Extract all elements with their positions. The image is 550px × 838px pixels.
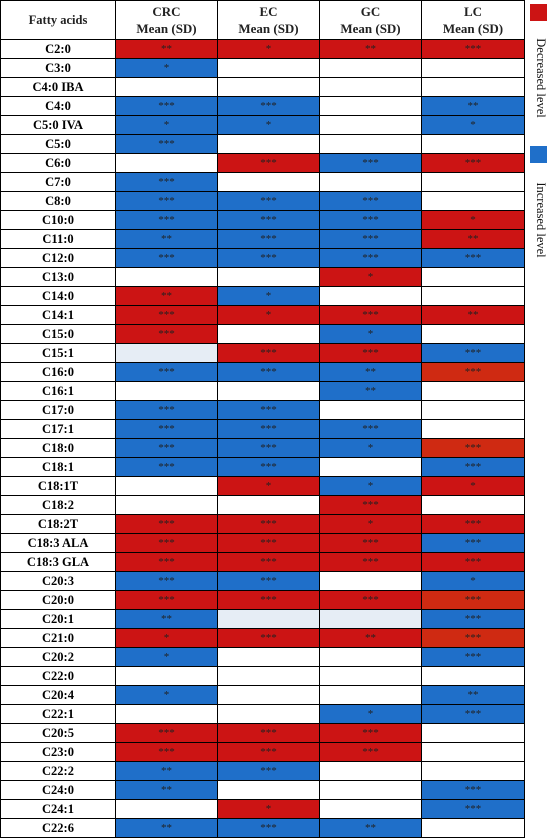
cell-lc: *** xyxy=(422,344,525,363)
column-name: LC xyxy=(463,4,483,19)
cell-lc: *** xyxy=(422,154,525,173)
cell-crc: *** xyxy=(116,325,218,344)
table-row xyxy=(1,515,525,534)
cell-gc: *** xyxy=(320,230,422,249)
table-row xyxy=(1,553,525,572)
table-row xyxy=(1,78,525,97)
cell-ec: *** xyxy=(218,97,320,116)
cell-lc xyxy=(422,135,525,154)
cell-crc xyxy=(116,382,218,401)
cell-crc xyxy=(116,705,218,724)
cell-lc xyxy=(422,496,525,515)
cell-lc xyxy=(422,819,525,838)
cell-ec xyxy=(218,648,320,667)
cell-gc: *** xyxy=(320,743,422,762)
fatty-acids-header: Fatty acids xyxy=(1,1,116,40)
table-row xyxy=(1,572,525,591)
cell-gc xyxy=(320,686,422,705)
cell-lc: *** xyxy=(422,458,525,477)
cell-crc: ** xyxy=(116,762,218,781)
cell-gc: * xyxy=(320,325,422,344)
fatty-acid-label: C5:0 IVA xyxy=(1,116,116,135)
cell-gc: * xyxy=(320,705,422,724)
cell-gc xyxy=(320,401,422,420)
fatty-acid-label: C15:0 xyxy=(1,325,116,344)
cell-crc: *** xyxy=(116,515,218,534)
cell-crc xyxy=(116,344,218,363)
cell-gc xyxy=(320,135,422,154)
cell-gc: * xyxy=(320,439,422,458)
table-row xyxy=(1,154,525,173)
cell-ec xyxy=(218,781,320,800)
table-row xyxy=(1,591,525,610)
cell-ec xyxy=(218,59,320,78)
cell-ec xyxy=(218,325,320,344)
cell-lc: ** xyxy=(422,230,525,249)
cell-lc xyxy=(422,173,525,192)
cell-gc: ** xyxy=(320,382,422,401)
fatty-acid-label: C18:3 ALA xyxy=(1,534,116,553)
cell-crc: ** xyxy=(116,287,218,306)
table-row xyxy=(1,173,525,192)
cell-gc xyxy=(320,116,422,135)
table-row xyxy=(1,382,525,401)
fatty-acid-label: C16:0 xyxy=(1,363,116,382)
cell-gc xyxy=(320,173,422,192)
fatty-acid-label: C18:1T xyxy=(1,477,116,496)
cell-lc xyxy=(422,762,525,781)
cell-crc xyxy=(116,268,218,287)
table-row xyxy=(1,819,525,838)
cell-crc: * xyxy=(116,629,218,648)
fatty-acid-label: C20:5 xyxy=(1,724,116,743)
cell-gc: *** xyxy=(320,344,422,363)
table-row xyxy=(1,686,525,705)
cell-ec xyxy=(218,686,320,705)
cell-ec: *** xyxy=(218,629,320,648)
fatty-acid-label: C4:0 xyxy=(1,97,116,116)
cell-lc: *** xyxy=(422,363,525,382)
cell-ec: *** xyxy=(218,534,320,553)
cell-lc: *** xyxy=(422,515,525,534)
header-row xyxy=(1,1,525,40)
cell-crc: *** xyxy=(116,439,218,458)
fatty-acid-label: C13:0 xyxy=(1,268,116,287)
cell-lc: ** xyxy=(422,97,525,116)
cell-ec xyxy=(218,667,320,686)
table-row xyxy=(1,59,525,78)
cell-crc: *** xyxy=(116,97,218,116)
table-row xyxy=(1,363,525,382)
cell-lc: *** xyxy=(422,439,525,458)
cell-ec: *** xyxy=(218,401,320,420)
table-row xyxy=(1,534,525,553)
cell-lc xyxy=(422,667,525,686)
cell-gc xyxy=(320,648,422,667)
fatty-acid-label: C18:1 xyxy=(1,458,116,477)
cell-ec: *** xyxy=(218,762,320,781)
column-subheader: Mean (SD) xyxy=(136,21,197,36)
cell-crc: * xyxy=(116,116,218,135)
table-row xyxy=(1,496,525,515)
table-row xyxy=(1,648,525,667)
cell-crc: *** xyxy=(116,363,218,382)
table-row xyxy=(1,97,525,116)
fatty-acid-label: C3:0 xyxy=(1,59,116,78)
cell-lc xyxy=(422,59,525,78)
cell-lc: *** xyxy=(422,553,525,572)
cell-ec xyxy=(218,78,320,97)
cell-ec: *** xyxy=(218,192,320,211)
cell-crc: *** xyxy=(116,173,218,192)
table-row xyxy=(1,40,525,59)
cell-lc: * xyxy=(422,477,525,496)
cell-crc: * xyxy=(116,648,218,667)
cell-ec xyxy=(218,496,320,515)
table-row xyxy=(1,458,525,477)
cell-ec: *** xyxy=(218,230,320,249)
cell-ec: *** xyxy=(218,572,320,591)
cell-gc: *** xyxy=(320,724,422,743)
cell-lc xyxy=(422,287,525,306)
cell-gc: *** xyxy=(320,154,422,173)
cell-gc: * xyxy=(320,268,422,287)
fatty-acid-label: C16:1 xyxy=(1,382,116,401)
cell-gc: ** xyxy=(320,363,422,382)
fatty-acid-label: C5:0 xyxy=(1,135,116,154)
cell-ec: *** xyxy=(218,344,320,363)
cell-ec: *** xyxy=(218,458,320,477)
cell-ec xyxy=(218,382,320,401)
cell-crc xyxy=(116,496,218,515)
cell-ec: *** xyxy=(218,420,320,439)
cell-lc xyxy=(422,401,525,420)
fatty-acid-label: C22:1 xyxy=(1,705,116,724)
cell-gc xyxy=(320,78,422,97)
fatty-acid-label: C12:0 xyxy=(1,249,116,268)
fatty-acid-label: C14:0 xyxy=(1,287,116,306)
fatty-acid-label: C18:3 GLA xyxy=(1,553,116,572)
cell-crc: *** xyxy=(116,534,218,553)
fatty-acid-label: C6:0 xyxy=(1,154,116,173)
cell-ec: * xyxy=(218,40,320,59)
fatty-acid-label: C7:0 xyxy=(1,173,116,192)
fatty-acid-label: C14:1 xyxy=(1,306,116,325)
cell-ec: *** xyxy=(218,439,320,458)
fatty-acid-label: C17:1 xyxy=(1,420,116,439)
cell-gc xyxy=(320,667,422,686)
cell-crc: *** xyxy=(116,249,218,268)
cell-gc: ** xyxy=(320,40,422,59)
cell-gc: *** xyxy=(320,249,422,268)
cell-gc: *** xyxy=(320,534,422,553)
cell-ec: *** xyxy=(218,211,320,230)
cell-ec: * xyxy=(218,477,320,496)
cell-lc: *** xyxy=(422,534,525,553)
table-row xyxy=(1,781,525,800)
cell-lc xyxy=(422,325,525,344)
cell-crc xyxy=(116,800,218,819)
cell-crc: * xyxy=(116,686,218,705)
cell-ec: * xyxy=(218,306,320,325)
cell-ec: *** xyxy=(218,591,320,610)
cell-gc xyxy=(320,59,422,78)
cell-lc xyxy=(422,420,525,439)
column-subheader: Mean (SD) xyxy=(238,21,299,36)
table-row xyxy=(1,325,525,344)
cell-ec: *** xyxy=(218,515,320,534)
table-row xyxy=(1,800,525,819)
table-body xyxy=(1,40,525,838)
cell-crc: *** xyxy=(116,458,218,477)
cell-ec xyxy=(218,610,320,629)
cell-lc: ** xyxy=(422,686,525,705)
fatty-acid-label: C10:0 xyxy=(1,211,116,230)
cell-lc: * xyxy=(422,116,525,135)
column-subheader: Mean (SD) xyxy=(340,21,401,36)
cell-crc: *** xyxy=(116,591,218,610)
cell-gc: *** xyxy=(320,553,422,572)
cell-ec: *** xyxy=(218,249,320,268)
column-name: EC xyxy=(259,4,278,19)
cell-gc xyxy=(320,610,422,629)
cell-ec: * xyxy=(218,800,320,819)
column-subheader: Mean (SD) xyxy=(442,21,504,36)
fatty-acid-label: C22:6 xyxy=(1,819,116,838)
cell-crc: *** xyxy=(116,420,218,439)
cell-crc: *** xyxy=(116,724,218,743)
cell-lc: *** xyxy=(422,591,525,610)
table-row xyxy=(1,401,525,420)
cell-ec: *** xyxy=(218,819,320,838)
fatty-acid-label: C21:0 xyxy=(1,629,116,648)
table-row xyxy=(1,762,525,781)
cell-lc xyxy=(422,743,525,762)
table-row xyxy=(1,230,525,249)
fatty-acid-label: C23:0 xyxy=(1,743,116,762)
fatty-acid-label: C24:0 xyxy=(1,781,116,800)
cell-ec: *** xyxy=(218,553,320,572)
cell-gc xyxy=(320,800,422,819)
cell-ec: *** xyxy=(218,154,320,173)
table-row xyxy=(1,268,525,287)
cell-gc xyxy=(320,781,422,800)
cell-gc xyxy=(320,572,422,591)
cell-gc: *** xyxy=(320,192,422,211)
cell-crc: *** xyxy=(116,553,218,572)
cell-lc: * xyxy=(422,572,525,591)
fatty-acid-label: C2:0 xyxy=(1,40,116,59)
cell-lc: *** xyxy=(422,648,525,667)
cell-ec xyxy=(218,705,320,724)
fatty-acid-label: C18:2T xyxy=(1,515,116,534)
fatty-acid-label: C20:3 xyxy=(1,572,116,591)
table-row xyxy=(1,629,525,648)
table-row xyxy=(1,135,525,154)
cell-lc: *** xyxy=(422,610,525,629)
cell-ec xyxy=(218,135,320,154)
table-row xyxy=(1,439,525,458)
legend xyxy=(526,0,550,827)
cell-lc: *** xyxy=(422,629,525,648)
fatty-acid-label: C20:2 xyxy=(1,648,116,667)
cell-crc xyxy=(116,78,218,97)
fatty-acid-label: C15:1 xyxy=(1,344,116,363)
table-row xyxy=(1,211,525,230)
cell-gc: *** xyxy=(320,420,422,439)
cell-crc: *** xyxy=(116,572,218,591)
cell-gc: *** xyxy=(320,591,422,610)
fatty-acid-label: C24:1 xyxy=(1,800,116,819)
column-header-ec xyxy=(218,1,320,40)
cell-lc xyxy=(422,268,525,287)
table-row xyxy=(1,724,525,743)
table-row xyxy=(1,192,525,211)
table-row xyxy=(1,306,525,325)
table-row xyxy=(1,477,525,496)
cell-gc: * xyxy=(320,515,422,534)
cell-crc: *** xyxy=(116,401,218,420)
table-row xyxy=(1,705,525,724)
column-name: GC xyxy=(360,4,381,19)
column-header-gc xyxy=(320,1,422,40)
cell-gc xyxy=(320,762,422,781)
legend-label-decreased: Decreased level xyxy=(534,38,548,118)
cell-gc: ** xyxy=(320,629,422,648)
cell-lc: * xyxy=(422,211,525,230)
cell-crc xyxy=(116,667,218,686)
column-header-crc xyxy=(116,1,218,40)
table-row xyxy=(1,249,525,268)
fatty-acid-label: C11:0 xyxy=(1,230,116,249)
cell-crc: ** xyxy=(116,819,218,838)
cell-crc: ** xyxy=(116,610,218,629)
fatty-acid-label: C20:4 xyxy=(1,686,116,705)
cell-crc: *** xyxy=(116,743,218,762)
cell-lc xyxy=(422,382,525,401)
cell-ec: *** xyxy=(218,724,320,743)
cell-lc: *** xyxy=(422,249,525,268)
table-row xyxy=(1,116,525,135)
cell-ec: *** xyxy=(218,743,320,762)
cell-gc xyxy=(320,458,422,477)
cell-crc: *** xyxy=(116,192,218,211)
cell-gc xyxy=(320,97,422,116)
cell-ec xyxy=(218,173,320,192)
fatty-acid-label: C20:0 xyxy=(1,591,116,610)
table-row xyxy=(1,667,525,686)
cell-lc: *** xyxy=(422,705,525,724)
table-row xyxy=(1,287,525,306)
fatty-acid-label: C4:0 IBA xyxy=(1,78,116,97)
cell-gc: ** xyxy=(320,819,422,838)
cell-lc xyxy=(422,724,525,743)
table-row xyxy=(1,344,525,363)
cell-ec: * xyxy=(218,116,320,135)
fatty-acid-label: C8:0 xyxy=(1,192,116,211)
cell-gc: * xyxy=(320,477,422,496)
cell-gc: *** xyxy=(320,496,422,515)
fatty-acid-label: C17:0 xyxy=(1,401,116,420)
cell-ec: *** xyxy=(218,363,320,382)
table-row xyxy=(1,420,525,439)
cell-crc: * xyxy=(116,59,218,78)
fatty-acid-label: C22:2 xyxy=(1,762,116,781)
fatty-acid-label: C18:2 xyxy=(1,496,116,515)
cell-lc xyxy=(422,192,525,211)
cell-lc: *** xyxy=(422,800,525,819)
cell-lc: *** xyxy=(422,40,525,59)
cell-crc xyxy=(116,477,218,496)
cell-ec: * xyxy=(218,287,320,306)
cell-gc: *** xyxy=(320,211,422,230)
cell-lc: *** xyxy=(422,781,525,800)
cell-crc: ** xyxy=(116,40,218,59)
column-name: CRC xyxy=(152,4,181,19)
column-header-lc xyxy=(422,1,525,40)
cell-gc xyxy=(320,287,422,306)
fatty-acid-label: C22:0 xyxy=(1,667,116,686)
cell-gc: *** xyxy=(320,306,422,325)
cell-crc: ** xyxy=(116,230,218,249)
fatty-acid-label: C20:1 xyxy=(1,610,116,629)
cell-lc: ** xyxy=(422,306,525,325)
cell-crc: *** xyxy=(116,306,218,325)
cell-crc xyxy=(116,154,218,173)
legend-label-increased: Increased level xyxy=(534,182,548,258)
cell-ec xyxy=(218,268,320,287)
cell-crc: *** xyxy=(116,135,218,154)
cell-crc: ** xyxy=(116,781,218,800)
fatty-acid-label: C18:0 xyxy=(1,439,116,458)
table-row xyxy=(1,743,525,762)
cell-lc xyxy=(422,78,525,97)
table-row xyxy=(1,610,525,629)
cell-crc: *** xyxy=(116,211,218,230)
